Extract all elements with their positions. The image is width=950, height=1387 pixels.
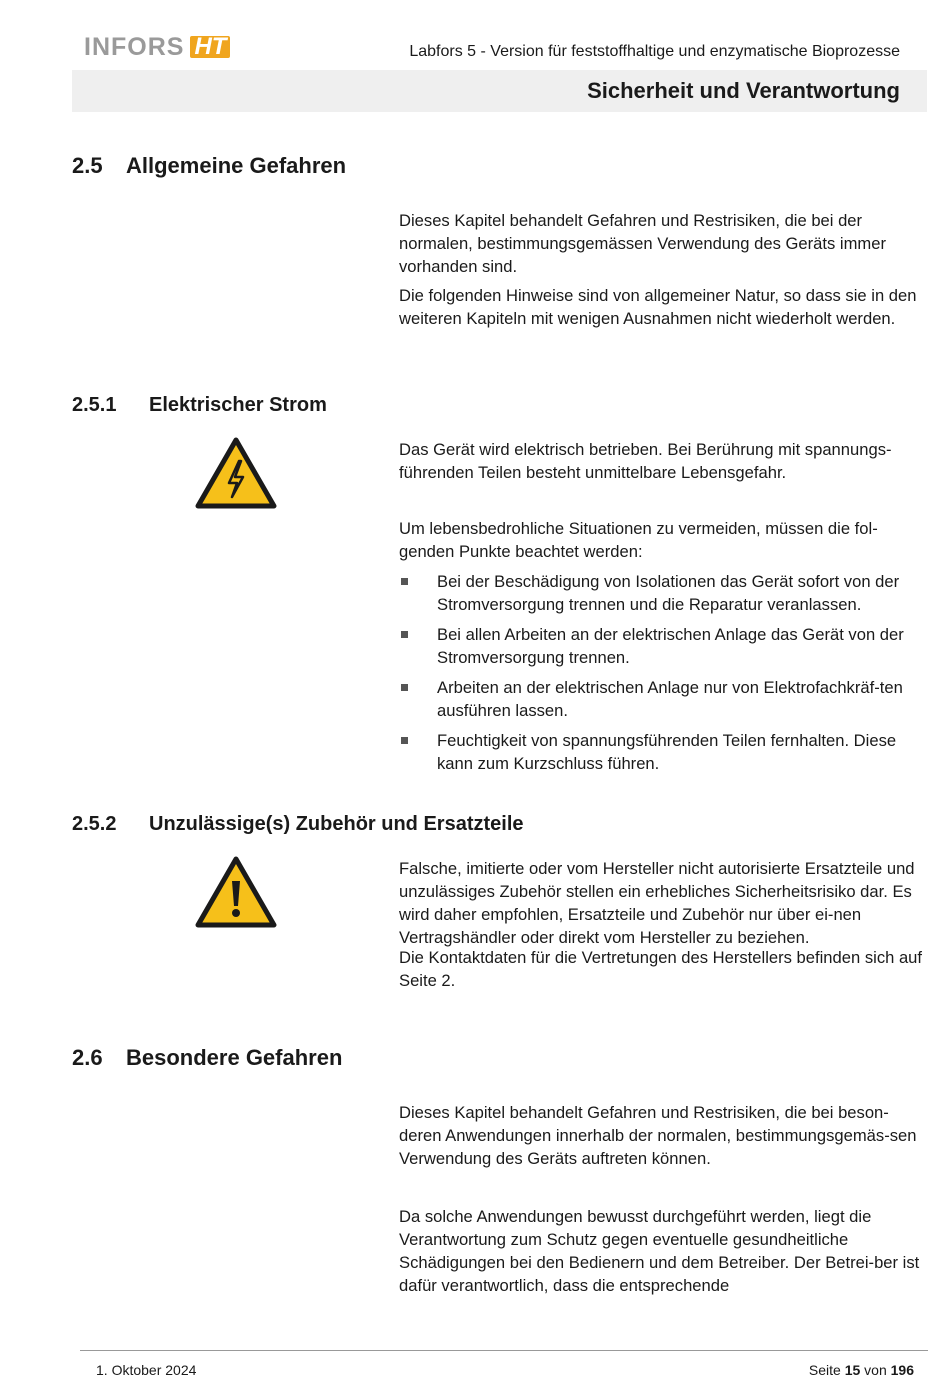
section-number: 2.5	[72, 153, 103, 178]
list-item: Bei allen Arbeiten an der elektrischen Anlage das Gerät von der Stromversorgung trennen.	[399, 623, 924, 669]
section-number: 2.5.1	[72, 394, 117, 416]
footer-divider	[80, 1350, 928, 1351]
paragraph: Das Gerät wird elektrisch betrieben. Bei Berührung mit spannungs-führenden Teilen besteht unmittelbare Lebensgefahr.	[399, 440, 892, 482]
list-item: Feuchtigkeit von spannungsführenden Teilen fernhalten. Diese kann zum Kurzschluss führen.	[399, 729, 924, 775]
bullet-square-icon	[401, 684, 408, 691]
paragraph: Die folgenden Hinweise sind von allgemeiner Natur, so dass sie in den weiteren Kapiteln mit wenigen Ausnahmen nicht wiederholt werden.	[399, 286, 917, 328]
list-item: Bei der Beschädigung von Isolationen das Gerät sofort von der Stromversorgung trennen und die Reparatur veranlassen.	[399, 570, 924, 616]
page-number: 15	[844, 1362, 861, 1378]
section-heading-2-5-2	[72, 813, 524, 836]
paragraph: Um lebensbedrohliche Situationen zu vermeiden, müssen die fol-genden Punkte beachtet werden:	[399, 519, 878, 561]
bullet-list	[399, 570, 924, 782]
general-warning-icon	[195, 856, 277, 928]
paragraph: Falsche, imitierte oder vom Hersteller nicht autorisierte Ersatzteile und unzulässiges Zubehör stellen ein erhebliches Sicherheitsrisiko dar. Es wird daher empfohlen, Ersatzteile und Zubehör nur über ei-nen Vertragshändler oder direkt vom Hersteller zu beziehen.	[399, 859, 915, 947]
logo-text: INFORS	[84, 32, 185, 61]
section-number: 2.6	[72, 1045, 103, 1070]
bullet-square-icon	[401, 578, 408, 585]
page-indicator	[809, 1362, 914, 1378]
paragraph: Da solche Anwendungen bewusst durchgeführt werden, liegt die Verantwortung zum Schutz gegen eventuelle gesundheitliche Schädigungen bei den Bedienern und dem Betreiber. Der Betrei-ber ist dafür verantwortlich, dass die entsprechende	[399, 1207, 920, 1295]
section-heading-2-5-1	[72, 394, 327, 417]
section-title: Unzulässige(s) Zubehör und Ersatzteile	[149, 813, 524, 835]
page-of: von	[864, 1362, 887, 1378]
section-title: Allgemeine Gefahren	[126, 153, 347, 178]
paragraph: Die Kontaktdaten für die Vertretungen des Herstellers befinden sich auf Seite 2.	[399, 948, 923, 990]
page-label: Seite	[808, 1362, 841, 1378]
document-subtitle: Labfors 5 - Version für feststoffhaltige und enzymatische Bioprozesse	[409, 43, 900, 60]
list-item: Arbeiten an der elektrischen Anlage nur von Elektrofachkräf-ten ausführen lassen.	[399, 676, 924, 722]
section-title: Besondere Gefahren	[126, 1045, 343, 1070]
section-heading-2-6	[72, 1045, 342, 1071]
section-heading-2-5	[72, 153, 346, 179]
page-total: 196	[890, 1362, 914, 1378]
paragraph: Dieses Kapitel behandelt Gefahren und Restrisiken, die bei beson-deren Anwendungen innerhalb der normalen, bestimmungsgemäs-sen Verwendung des Geräts auftreten können.	[399, 1103, 917, 1168]
infors-ht-logo	[84, 34, 230, 60]
electric-hazard-icon	[195, 437, 277, 509]
bullet-square-icon	[401, 737, 408, 744]
paragraph: Dieses Kapitel behandelt Gefahren und Restrisiken, die bei der normalen, bestimmungsgemässen Verwendung des Geräts immer vorhanden sind.	[399, 211, 886, 276]
chapter-title: Sicherheit und Verantwortung	[587, 78, 900, 103]
section-number: 2.5.2	[72, 813, 117, 835]
bullet-square-icon	[401, 631, 408, 638]
section-title: Elektrischer Strom	[149, 394, 327, 416]
footer-date: 1. Oktober 2024	[96, 1362, 197, 1378]
logo-ht: HT	[190, 36, 230, 58]
